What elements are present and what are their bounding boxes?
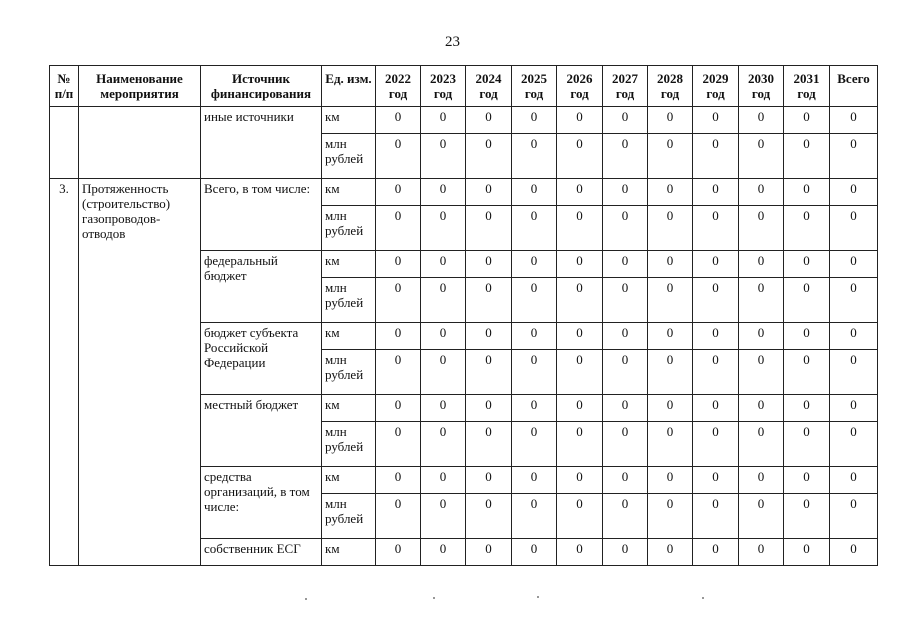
value-cell: 0	[784, 278, 830, 323]
value-cell: 0	[693, 395, 739, 422]
value-cell: 0	[648, 395, 693, 422]
value-cell: 0	[557, 107, 603, 134]
value-cell: 0	[693, 467, 739, 494]
value-cell: 0	[512, 395, 557, 422]
value-cell: 0	[784, 179, 830, 206]
value-cell: 0	[830, 278, 878, 323]
value-cell: 0	[739, 107, 784, 134]
source-cell: Всего, в том числе:	[201, 179, 322, 251]
value-cell: 0	[784, 350, 830, 395]
unit-cell: км	[322, 251, 376, 278]
value-cell: 0	[830, 539, 878, 566]
value-cell: 0	[603, 494, 648, 539]
value-cell: 0	[648, 206, 693, 251]
value-cell: 0	[376, 134, 421, 179]
col-header-2024: 2024 год	[466, 66, 512, 107]
unit-cell: млн рублей	[322, 134, 376, 179]
value-cell: 0	[830, 467, 878, 494]
unit-cell: км	[322, 323, 376, 350]
value-cell: 0	[421, 350, 466, 395]
value-cell: 0	[693, 206, 739, 251]
value-cell: 0	[421, 539, 466, 566]
value-cell: 0	[512, 467, 557, 494]
value-cell: 0	[830, 107, 878, 134]
unit-cell: млн рублей	[322, 350, 376, 395]
value-cell: 0	[421, 278, 466, 323]
value-cell: 0	[557, 134, 603, 179]
header-row	[50, 66, 878, 107]
value-cell: 0	[421, 107, 466, 134]
col-header-unit: Ед. изм.	[322, 66, 376, 107]
value-cell: 0	[603, 323, 648, 350]
table-row	[50, 179, 878, 206]
value-cell: 0	[421, 206, 466, 251]
value-cell: 0	[830, 251, 878, 278]
unit-cell: млн рублей	[322, 494, 376, 539]
value-cell: 0	[739, 179, 784, 206]
row-name-cell: Протяженность (строительство) газопроводов-отводов	[79, 179, 201, 566]
value-cell: 0	[648, 179, 693, 206]
value-cell: 0	[648, 323, 693, 350]
value-cell: 0	[512, 251, 557, 278]
value-cell: 0	[512, 134, 557, 179]
value-cell: 0	[376, 395, 421, 422]
value-cell: 0	[421, 494, 466, 539]
scan-speck	[433, 597, 435, 599]
value-cell: 0	[421, 134, 466, 179]
value-cell: 0	[603, 278, 648, 323]
value-cell: 0	[648, 422, 693, 467]
value-cell: 0	[784, 107, 830, 134]
value-cell: 0	[466, 350, 512, 395]
value-cell: 0	[466, 422, 512, 467]
value-cell: 0	[466, 206, 512, 251]
value-cell: 0	[466, 395, 512, 422]
page-number: 23	[445, 34, 460, 50]
value-cell: 0	[693, 323, 739, 350]
value-cell: 0	[693, 179, 739, 206]
value-cell: 0	[421, 179, 466, 206]
value-cell: 0	[466, 539, 512, 566]
value-cell: 0	[603, 134, 648, 179]
value-cell: 0	[512, 323, 557, 350]
value-cell: 0	[557, 278, 603, 323]
unit-cell: км	[322, 179, 376, 206]
col-header-2025: 2025 год	[512, 66, 557, 107]
value-cell: 0	[830, 134, 878, 179]
value-cell: 0	[830, 179, 878, 206]
value-cell: 0	[466, 251, 512, 278]
value-cell: 0	[739, 251, 784, 278]
value-cell: 0	[739, 206, 784, 251]
value-cell: 0	[648, 134, 693, 179]
value-cell: 0	[693, 278, 739, 323]
unit-cell: км	[322, 539, 376, 566]
value-cell: 0	[512, 179, 557, 206]
value-cell: 0	[784, 323, 830, 350]
value-cell: 0	[421, 251, 466, 278]
value-cell: 0	[648, 107, 693, 134]
value-cell: 0	[603, 422, 648, 467]
value-cell: 0	[512, 422, 557, 467]
value-cell: 0	[466, 467, 512, 494]
value-cell: 0	[830, 206, 878, 251]
value-cell: 0	[739, 350, 784, 395]
value-cell: 0	[512, 107, 557, 134]
value-cell: 0	[830, 323, 878, 350]
value-cell: 0	[739, 539, 784, 566]
value-cell: 0	[376, 206, 421, 251]
value-cell: 0	[557, 251, 603, 278]
col-header-2022: 2022 год	[376, 66, 421, 107]
value-cell: 0	[421, 395, 466, 422]
table-row	[50, 107, 878, 134]
scan-speck	[702, 597, 704, 599]
value-cell: 0	[648, 278, 693, 323]
value-cell: 0	[830, 422, 878, 467]
value-cell: 0	[603, 107, 648, 134]
col-header-number: № п/п	[50, 66, 79, 107]
value-cell: 0	[739, 395, 784, 422]
value-cell: 0	[376, 494, 421, 539]
value-cell: 0	[512, 278, 557, 323]
unit-cell: км	[322, 395, 376, 422]
value-cell: 0	[784, 206, 830, 251]
value-cell: 0	[512, 206, 557, 251]
value-cell: 0	[603, 179, 648, 206]
value-cell: 0	[376, 422, 421, 467]
col-header-2031: 2031 год	[784, 66, 830, 107]
col-header-total: Всего	[830, 66, 878, 107]
value-cell: 0	[512, 539, 557, 566]
value-cell: 0	[466, 278, 512, 323]
value-cell: 0	[739, 494, 784, 539]
col-header-2030: 2030 год	[739, 66, 784, 107]
value-cell: 0	[376, 278, 421, 323]
source-cell: местный бюджет	[201, 395, 322, 467]
source-cell: федеральный бюджет	[201, 251, 322, 323]
value-cell: 0	[557, 539, 603, 566]
value-cell: 0	[693, 251, 739, 278]
source-cell: собственник ЕСГ	[201, 539, 322, 566]
value-cell: 0	[557, 467, 603, 494]
col-header-source: Источник финансирования	[201, 66, 322, 107]
value-cell: 0	[739, 278, 784, 323]
value-cell: 0	[376, 539, 421, 566]
scan-speck	[305, 598, 307, 600]
col-header-name: Наименование мероприятия	[79, 66, 201, 107]
row-name-cell	[79, 107, 201, 179]
unit-cell: км	[322, 467, 376, 494]
value-cell: 0	[421, 323, 466, 350]
value-cell: 0	[421, 467, 466, 494]
value-cell: 0	[784, 395, 830, 422]
source-cell: иные источники	[201, 107, 322, 179]
value-cell: 0	[693, 350, 739, 395]
value-cell: 0	[739, 467, 784, 494]
row-number-cell	[50, 107, 79, 179]
value-cell: 0	[557, 422, 603, 467]
value-cell: 0	[830, 395, 878, 422]
value-cell: 0	[648, 467, 693, 494]
value-cell: 0	[739, 134, 784, 179]
value-cell: 0	[784, 134, 830, 179]
value-cell: 0	[739, 323, 784, 350]
unit-cell: млн рублей	[322, 422, 376, 467]
source-cell: средства организаций, в том числе:	[201, 467, 322, 539]
value-cell: 0	[512, 494, 557, 539]
value-cell: 0	[784, 467, 830, 494]
value-cell: 0	[739, 422, 784, 467]
value-cell: 0	[603, 395, 648, 422]
value-cell: 0	[830, 494, 878, 539]
value-cell: 0	[648, 350, 693, 395]
value-cell: 0	[466, 134, 512, 179]
value-cell: 0	[603, 350, 648, 395]
value-cell: 0	[557, 494, 603, 539]
col-header-2028: 2028 год	[648, 66, 693, 107]
scan-speck	[537, 596, 539, 598]
financing-table	[49, 65, 878, 566]
value-cell: 0	[693, 134, 739, 179]
value-cell: 0	[421, 422, 466, 467]
value-cell: 0	[466, 179, 512, 206]
value-cell: 0	[376, 350, 421, 395]
value-cell: 0	[557, 179, 603, 206]
row-number-cell: 3.	[50, 179, 79, 566]
value-cell: 0	[648, 539, 693, 566]
value-cell: 0	[784, 251, 830, 278]
value-cell: 0	[376, 467, 421, 494]
value-cell: 0	[648, 494, 693, 539]
unit-cell: км	[322, 107, 376, 134]
value-cell: 0	[376, 251, 421, 278]
value-cell: 0	[557, 323, 603, 350]
source-cell: бюджет субъекта Российской Федерации	[201, 323, 322, 395]
unit-cell: млн рублей	[322, 278, 376, 323]
col-header-2029: 2029 год	[693, 66, 739, 107]
col-header-2023: 2023 год	[421, 66, 466, 107]
value-cell: 0	[512, 350, 557, 395]
value-cell: 0	[557, 395, 603, 422]
value-cell: 0	[693, 494, 739, 539]
value-cell: 0	[784, 494, 830, 539]
unit-cell: млн рублей	[322, 206, 376, 251]
value-cell: 0	[830, 350, 878, 395]
value-cell: 0	[376, 323, 421, 350]
value-cell: 0	[557, 206, 603, 251]
col-header-2027: 2027 год	[603, 66, 648, 107]
value-cell: 0	[693, 539, 739, 566]
value-cell: 0	[693, 422, 739, 467]
value-cell: 0	[376, 179, 421, 206]
value-cell: 0	[603, 251, 648, 278]
value-cell: 0	[466, 494, 512, 539]
value-cell: 0	[603, 206, 648, 251]
value-cell: 0	[784, 539, 830, 566]
value-cell: 0	[466, 107, 512, 134]
value-cell: 0	[693, 107, 739, 134]
value-cell: 0	[376, 107, 421, 134]
value-cell: 0	[557, 350, 603, 395]
value-cell: 0	[603, 467, 648, 494]
value-cell: 0	[603, 539, 648, 566]
value-cell: 0	[648, 251, 693, 278]
value-cell: 0	[466, 323, 512, 350]
value-cell: 0	[784, 422, 830, 467]
col-header-2026: 2026 год	[557, 66, 603, 107]
